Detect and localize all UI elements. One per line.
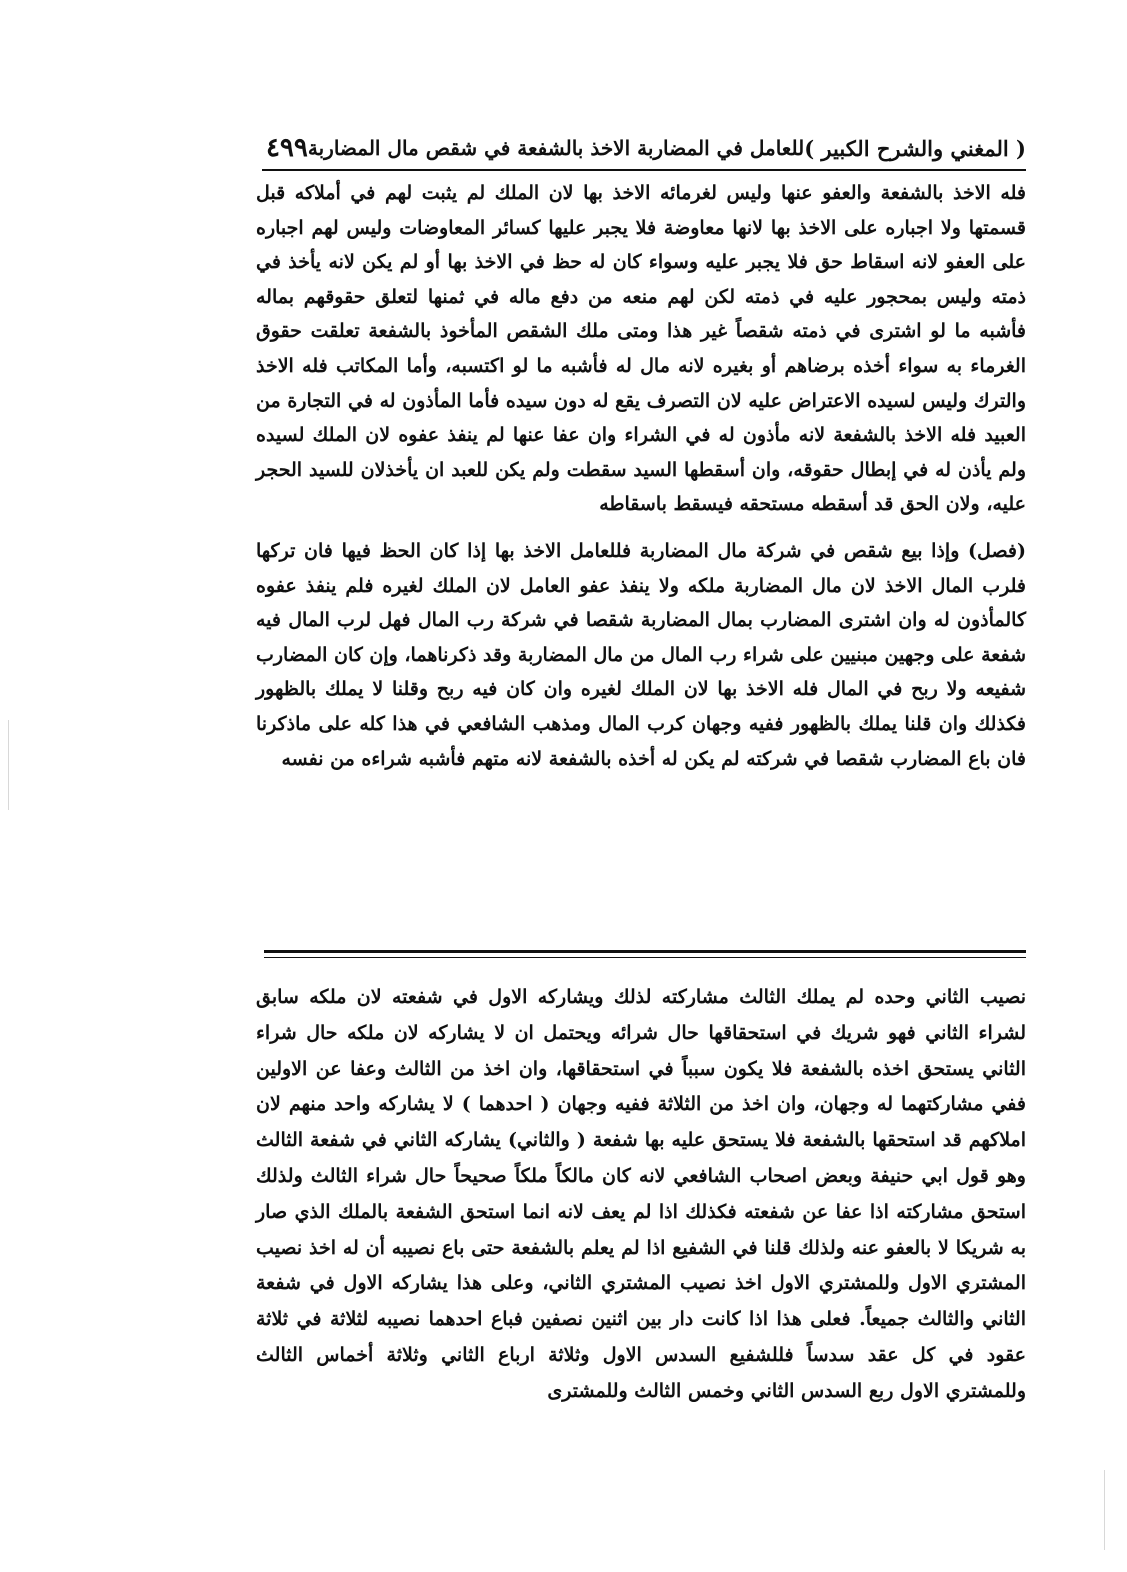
scan-margin-mark	[8, 720, 9, 810]
body-paragraph: فله الاخذ بالشفعة والعفو عنها وليس لغرمائه الاخذ بها لان الملك لم يثبت لهم في أملاكه قبل قسمتها ولا اجباره على الاخذ بها لانها معاوضة فلا يجبر عليها كسائر المعاوضات وليس لهم اجباره على العفو لانه اسقاط حق فلا يجبر عليه وسواء كان له حظ في الاخذ بها أو لم يكن لانه يأخذ في ذمته وليس بمحجور عليه في ذمته لكن لهم منعه من دفع ماله في ثمنها لتعلق حقوقهم بماله فأشبه ما لو اشترى في ذمته شقصاً غير هذا ومتى ملك الشقص المأخوذ بالشفعة تعلقت حقوق الغرماء به سواء أخذه برضاهم أو بغيره لانه مال له فأشبه ما لو اكتسبه، وأما المكاتب فله الاخذ والترك وليس لسيده الاعتراض عليه لان التصرف يقع له دون سيده فأما المأذون له في التجارة من العبيد فله الاخذ بالشفعة لانه مأذون له في الشراء وان عفا عنها لم ينفذ عفوه لان الملك لسيده ولم يأذن له في إبطال حقوقه، وان أسقطها السيد سقطت ولم يكن للعبد ان يأخذلان للسيد الحجر عليه، ولان الحق قد أسقطه مستحقه فيسقط باسقاطه	[256, 182, 1026, 516]
section-paragraph: (فصل) وإذا بيع شقص في شركة مال المضاربة فللعامل الاخذ بها إذا كان الحظ فيها فان تركها فلرب المال الاخذ لان مال المضاربة ملكه ولا ينفذ عفو العامل لان الملك لغيره فلم ينفذ عفوه كالمأذون له وان اشترى المضارب بمال المضاربة شقصا في شركة رب المال فهل لرب المال فيه شفعة على وجهين مبنيين على شراء رب المال من مال المضاربة وقد ذكرناهما، وإن كان المضارب شفيعه ولا ربح في المال فله الاخذ بها لان الملك لغيره وان كان فيه ربح وقلنا لا يملك بالظهور فكذلك وان قلنا يملك بالظهور ففيه وجهان كرب المال ومذهب الشافعي في هذا كله على ماذكرنا فان باع المضارب شقصا في شركته لم يكن له أخذه بالشفعة لانه متهم فأشبه شراءه من نفسه	[256, 539, 1027, 770]
footnote-paragraph: نصيب الثاني وحده لم يملك الثالث مشاركته لذلك ويشاركه الاول في شفعته لان ملكه سابق لشراء الثاني فهو شريك في استحقاقها حال شرائه ويحتمل ان لا يشاركه لان ملكه حال شراء الثاني يستحق اخذه بالشفعة فلا يكون سبباً في استحقاقها، وان اخذ من الثالث وعفا عن الاولين ففي مشاركتهما له وجهان، وان اخذ من الثلاثة ففيه وجهان ( احدهما ) لا يشاركه واحد منهم لان املاكهم قد استحقها بالشفعة فلا يستحق عليه بها شفعة ( والثاني) يشاركه الثاني في شفعة الثالث وهو قول ابي حنيفة وبعض اصحاب الشافعي لانه كان مالكاً ملكاً صحيحاً حال شراء الثالث ولذلك استحق مشاركته اذا عفا عن شفعته فكذلك اذا لم يعف لانه انما استحق الشفعة بالملك الذي صار به شريكا لا بالعفو عنه ولذلك قلنا في الشفيع اذا لم يعلم بالشفعة حتى باع نصيبه أن له اخذ نصيب المشتري الاول وللمشتري الاول اخذ نصيب المشتري الثاني، وعلى هذا يشاركه الاول في شفعة الثاني والثالث جميعاً. فعلى هذا اذا كانت دار بين اثنين نصفين فباع احدهما نصيبه لثلاثة في ثلاثة عقود في كل عقد سدساً فللشفيع السدس الاول وثلاثة ارباع الثاني وثلاثة أخماس الثالث وللمشتري الاول ربع السدس الثاني وخمس الثالث وللمشترى	[256, 986, 1026, 1402]
header-divider	[262, 169, 1026, 171]
footnote-text	[256, 980, 1026, 1410]
footnote-divider	[264, 950, 1026, 958]
main-body-text	[256, 176, 1026, 776]
scan-margin-mark	[1104, 1470, 1105, 1550]
book-title: ( المغني والشرح الكبير )	[804, 135, 1026, 161]
page-number: ٤٩٩	[265, 133, 308, 163]
chapter-title: للعامل في المضاربة الاخذ بالشفعة في شقص مال المضاربة	[307, 136, 805, 160]
running-header	[265, 126, 1026, 170]
